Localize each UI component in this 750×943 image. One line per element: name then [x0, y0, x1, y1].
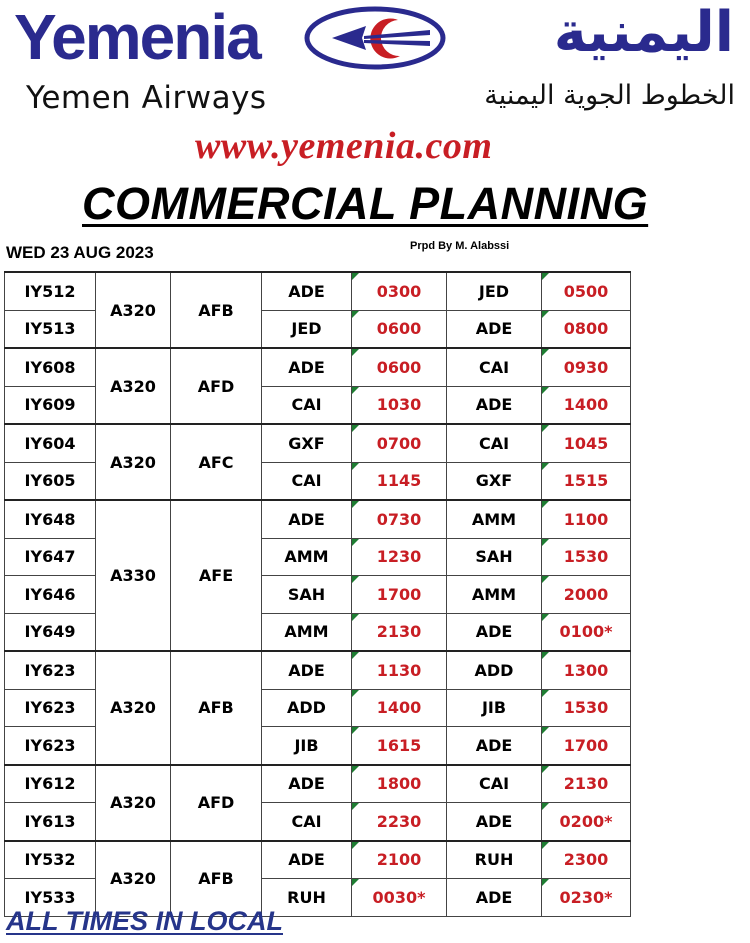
- cell-comment-marker-icon: [352, 614, 359, 621]
- destination-cell: [447, 538, 542, 576]
- arrival-time-cell-text: 1400: [563, 395, 609, 415]
- arrival-time-cell-text: 1530: [563, 698, 609, 718]
- page-title: COMMERCIAL PLANNING: [82, 178, 649, 229]
- arrival-time-cell-text: 1300: [563, 660, 609, 680]
- departure-time-cell: [352, 803, 447, 841]
- arrival-time-cell-text: 1100: [563, 509, 609, 529]
- destination-cell: [447, 727, 542, 765]
- arrival-time-cell-text: 1045: [563, 433, 609, 453]
- destination-cell-text: CAI: [478, 357, 510, 377]
- arrival-time-cell: [542, 310, 631, 348]
- cell-comment-marker-icon: [352, 576, 359, 583]
- destination-cell-text: ADD: [474, 660, 514, 680]
- origin-cell-text: ADE: [288, 509, 325, 529]
- aircraft-registration-cell-text: AFE: [198, 566, 234, 585]
- table-row: [5, 651, 631, 689]
- cell-comment-marker-icon: [542, 879, 549, 886]
- brand-name-arabic: اليمنية: [553, 0, 734, 65]
- aircraft-registration-cell-text: AFB: [198, 300, 234, 320]
- origin-cell: [262, 538, 352, 576]
- table-row: [5, 272, 631, 310]
- destination-cell: [447, 651, 542, 689]
- destination-cell-text: CAI: [478, 774, 510, 794]
- flight-number-cell: [5, 386, 96, 424]
- arrival-time-cell: [542, 348, 631, 386]
- cell-comment-marker-icon: [542, 576, 549, 583]
- brand-name-english: Yemenia: [14, 1, 260, 73]
- cell-comment-marker-icon: [352, 349, 359, 356]
- destination-cell: [447, 462, 542, 500]
- aircraft-registration-cell: [171, 500, 262, 651]
- destination-cell: [447, 803, 542, 841]
- departure-time-cell: [352, 651, 447, 689]
- arrival-time-cell-text: 2130: [563, 774, 609, 794]
- arrival-time-cell: [542, 727, 631, 765]
- destination-cell-text: GXF: [475, 471, 513, 491]
- aircraft-type-cell: [96, 272, 171, 348]
- origin-cell-text: CAI: [291, 811, 322, 831]
- destination-cell-text: ADE: [475, 735, 513, 755]
- departure-time-cell-text: 0600: [376, 357, 422, 377]
- origin-cell: [262, 651, 352, 689]
- cell-comment-marker-icon: [542, 803, 549, 810]
- yemenia-logo-icon: [304, 6, 446, 70]
- cell-comment-marker-icon: [542, 652, 549, 659]
- origin-cell: [262, 613, 352, 651]
- aircraft-registration-cell-text: AFC: [198, 452, 234, 472]
- cell-comment-marker-icon: [352, 463, 359, 470]
- arrival-time-cell-text: 2300: [563, 850, 609, 870]
- arrival-time-cell-text: 0100*: [559, 622, 613, 642]
- cell-comment-marker-icon: [352, 879, 359, 886]
- flight-number-cell: [5, 462, 96, 500]
- origin-cell: [262, 310, 352, 348]
- cell-comment-marker-icon: [352, 690, 359, 697]
- aircraft-registration-cell: [171, 348, 262, 424]
- departure-time-cell: [352, 841, 447, 879]
- departure-time-cell-text: 0300: [376, 281, 422, 301]
- departure-time-cell: [352, 576, 447, 614]
- origin-cell-text: AMM: [284, 622, 329, 642]
- aircraft-type-cell: [96, 765, 171, 841]
- flight-number-cell-text: IY648: [24, 509, 76, 529]
- origin-cell-text: RUH: [287, 887, 326, 907]
- arrival-time-cell: [542, 613, 631, 651]
- origin-cell-text: GXF: [288, 433, 325, 453]
- departure-time-cell-text: 0600: [376, 319, 422, 339]
- arrival-time-cell-text: 0930: [563, 357, 609, 377]
- arrival-time-cell: [542, 803, 631, 841]
- origin-cell-text: AMM: [284, 547, 329, 567]
- flight-number-cell-text: IY612: [24, 774, 76, 794]
- cell-comment-marker-icon: [352, 727, 359, 734]
- aircraft-registration-cell-text: AFD: [197, 376, 235, 396]
- flight-number-cell: [5, 689, 96, 727]
- aircraft-registration-cell: [171, 272, 262, 348]
- brand-subtitle-arabic: الخطوط الجوية اليمنية: [484, 80, 735, 111]
- destination-cell-text: JED: [478, 281, 510, 301]
- flight-number-cell: [5, 613, 96, 651]
- departure-time-cell: [352, 765, 447, 803]
- origin-cell: [262, 348, 352, 386]
- destination-cell: [447, 613, 542, 651]
- aircraft-type-cell: [96, 348, 171, 424]
- aircraft-type-cell: [96, 651, 171, 765]
- cell-comment-marker-icon: [542, 273, 549, 280]
- table-row: [5, 765, 631, 803]
- cell-comment-marker-icon: [542, 463, 549, 470]
- aircraft-type-cell-text: A320: [110, 698, 156, 718]
- destination-cell-text: RUH: [474, 850, 514, 870]
- origin-cell-text: ADE: [288, 774, 325, 794]
- destination-cell-text: ADE: [475, 319, 513, 339]
- arrival-time-cell: [542, 272, 631, 310]
- destination-cell-text: CAI: [478, 433, 510, 453]
- cell-comment-marker-icon: [542, 349, 549, 356]
- destination-cell-text: SAH: [475, 547, 513, 567]
- flight-schedule-table: [4, 271, 631, 917]
- arrival-time-cell: [542, 538, 631, 576]
- departure-time-cell-text: 0700: [376, 433, 422, 453]
- cell-comment-marker-icon: [352, 803, 359, 810]
- arrival-time-cell: [542, 462, 631, 500]
- origin-cell: [262, 386, 352, 424]
- flight-number-cell: [5, 727, 96, 765]
- origin-cell: [262, 462, 352, 500]
- destination-cell: [447, 386, 542, 424]
- table-row: [5, 424, 631, 462]
- destination-cell: [447, 348, 542, 386]
- origin-cell-text: CAI: [291, 395, 322, 415]
- aircraft-registration-cell-text: AFB: [198, 698, 234, 718]
- destination-cell: [447, 272, 542, 310]
- destination-cell-text: ADE: [475, 622, 513, 642]
- aircraft-registration-cell-text: AFB: [198, 869, 234, 888]
- cell-comment-marker-icon: [352, 539, 359, 546]
- departure-time-cell: [352, 613, 447, 651]
- destination-cell: [447, 689, 542, 727]
- cell-comment-marker-icon: [352, 311, 359, 318]
- arrival-time-cell-text: 2000: [563, 584, 609, 604]
- website-url: www.yemenia.com: [195, 125, 493, 167]
- arrival-time-cell: [542, 386, 631, 424]
- origin-cell-text: JED: [291, 319, 322, 339]
- destination-cell-text: AMM: [471, 509, 517, 529]
- aircraft-registration-cell: [171, 765, 262, 841]
- departure-time-cell-text: 2130: [376, 622, 422, 642]
- origin-cell-text: ADE: [288, 660, 325, 680]
- cell-comment-marker-icon: [352, 842, 359, 849]
- destination-cell-text: ADE: [475, 395, 513, 415]
- flight-number-cell: [5, 348, 96, 386]
- cell-comment-marker-icon: [542, 727, 549, 734]
- arrival-time-cell: [542, 689, 631, 727]
- cell-comment-marker-icon: [542, 766, 549, 773]
- origin-cell-text: ADE: [288, 281, 325, 301]
- arrival-time-cell: [542, 841, 631, 879]
- destination-cell: [447, 500, 542, 538]
- destination-cell-text: AMM: [471, 584, 517, 604]
- cell-comment-marker-icon: [542, 842, 549, 849]
- cell-comment-marker-icon: [542, 501, 549, 508]
- departure-time-cell-text: 2230: [376, 811, 422, 831]
- arrival-time-cell-text: 0230*: [559, 887, 613, 907]
- origin-cell: [262, 803, 352, 841]
- origin-cell-text: ADE: [288, 850, 325, 870]
- footer-note: ALL TIMES IN LOCAL: [6, 906, 283, 936]
- departure-time-cell: [352, 386, 447, 424]
- origin-cell: [262, 576, 352, 614]
- origin-cell: [262, 841, 352, 879]
- cell-comment-marker-icon: [352, 273, 359, 280]
- destination-cell: [447, 310, 542, 348]
- cell-comment-marker-icon: [352, 501, 359, 508]
- flight-number-cell-text: IY512: [24, 281, 76, 301]
- cell-comment-marker-icon: [352, 766, 359, 773]
- flight-number-cell-text: IY647: [24, 547, 76, 567]
- destination-cell-text: ADE: [475, 811, 513, 831]
- aircraft-type-cell-text: A320: [110, 869, 156, 888]
- arrival-time-cell: [542, 651, 631, 689]
- cell-comment-marker-icon: [542, 311, 549, 318]
- departure-time-cell: [352, 310, 447, 348]
- departure-time-cell-text: 1030: [376, 395, 422, 415]
- flight-number-cell: [5, 651, 96, 689]
- flight-number-cell: [5, 841, 96, 879]
- flight-number-cell: [5, 765, 96, 803]
- arrival-time-cell-text: 0800: [563, 319, 609, 339]
- arrival-time-cell: [542, 765, 631, 803]
- cell-comment-marker-icon: [542, 539, 549, 546]
- flight-number-cell-text: IY609: [24, 395, 76, 415]
- destination-cell: [447, 879, 542, 917]
- flight-number-cell: [5, 310, 96, 348]
- departure-time-cell-text: 1700: [376, 584, 422, 604]
- aircraft-type-cell-text: A320: [110, 376, 156, 396]
- flight-number-cell-text: IY608: [24, 357, 76, 377]
- departure-time-cell-text: 1400: [376, 698, 422, 718]
- origin-cell: [262, 727, 352, 765]
- flight-number-cell: [5, 803, 96, 841]
- flight-number-cell-text: IY605: [24, 471, 76, 491]
- arrival-time-cell-text: 1515: [563, 471, 609, 491]
- destination-cell-text: JIB: [481, 698, 507, 718]
- aircraft-type-cell-text: A320: [110, 793, 156, 812]
- departure-time-cell: [352, 879, 447, 917]
- origin-cell: [262, 689, 352, 727]
- departure-time-cell-text: 1145: [376, 471, 422, 491]
- cell-comment-marker-icon: [352, 387, 359, 394]
- table-row: [5, 500, 631, 538]
- origin-cell-text: JIB: [294, 735, 319, 755]
- flight-number-cell-text: IY533: [24, 887, 76, 907]
- flight-number-cell-text: IY649: [24, 622, 76, 642]
- cell-comment-marker-icon: [352, 652, 359, 659]
- schedule-date: WED 23 AUG 2023: [6, 243, 154, 262]
- flight-number-cell: [5, 424, 96, 462]
- aircraft-registration-cell: [171, 424, 262, 500]
- origin-cell-text: ADD: [287, 698, 326, 718]
- flight-number-cell-text: IY513: [24, 319, 76, 339]
- cell-comment-marker-icon: [542, 425, 549, 432]
- aircraft-registration-cell: [171, 841, 262, 917]
- aircraft-type-cell: [96, 424, 171, 500]
- header: [0, 0, 750, 180]
- flight-number-cell: [5, 538, 96, 576]
- arrival-time-cell: [542, 576, 631, 614]
- departure-time-cell-text: 1230: [376, 547, 422, 567]
- flight-number-cell-text: IY532: [24, 850, 76, 870]
- arrival-time-cell-text: 0500: [563, 281, 609, 301]
- destination-cell: [447, 841, 542, 879]
- departure-time-cell-text: 0030*: [372, 887, 426, 907]
- aircraft-type-cell-text: A320: [110, 300, 156, 320]
- aircraft-type-cell-text: A320: [110, 452, 156, 472]
- flight-number-cell: [5, 272, 96, 310]
- departure-time-cell: [352, 727, 447, 765]
- aircraft-registration-cell-text: AFD: [197, 793, 235, 812]
- flight-number-cell-text: IY646: [24, 584, 76, 604]
- arrival-time-cell-text: 0200*: [559, 811, 613, 831]
- departure-time-cell-text: 0730: [376, 509, 422, 529]
- departure-time-cell-text: 1130: [376, 660, 422, 680]
- arrival-time-cell: [542, 500, 631, 538]
- flight-number-cell-text: IY613: [24, 811, 76, 831]
- cell-comment-marker-icon: [352, 425, 359, 432]
- departure-time-cell: [352, 500, 447, 538]
- aircraft-type-cell: [96, 841, 171, 917]
- departure-time-cell: [352, 348, 447, 386]
- cell-comment-marker-icon: [542, 614, 549, 621]
- flight-number-cell-text: IY604: [24, 433, 76, 453]
- origin-cell-text: SAH: [287, 584, 326, 604]
- arrival-time-cell: [542, 424, 631, 462]
- aircraft-type-cell-text: A330: [110, 566, 156, 585]
- cell-comment-marker-icon: [542, 690, 549, 697]
- flight-number-cell: [5, 576, 96, 614]
- aircraft-registration-cell: [171, 651, 262, 765]
- aircraft-type-cell: [96, 500, 171, 651]
- table-row: [5, 841, 631, 879]
- destination-cell: [447, 765, 542, 803]
- table-row: [5, 348, 631, 386]
- flight-number-cell: [5, 500, 96, 538]
- origin-cell-text: ADE: [288, 357, 325, 377]
- destination-cell: [447, 424, 542, 462]
- departure-time-cell: [352, 538, 447, 576]
- departure-time-cell: [352, 424, 447, 462]
- departure-time-cell: [352, 462, 447, 500]
- flight-number-cell-text: IY623: [24, 698, 76, 718]
- flight-number-cell-text: IY623: [24, 735, 76, 755]
- brand-subtitle-english: Yemen Airways: [26, 80, 267, 116]
- origin-cell: [262, 500, 352, 538]
- departure-time-cell: [352, 272, 447, 310]
- arrival-time-cell: [542, 879, 631, 917]
- departure-time-cell-text: 1800: [376, 774, 422, 794]
- arrival-time-cell-text: 1700: [563, 735, 609, 755]
- arrival-time-cell-text: 1530: [563, 547, 609, 567]
- departure-time-cell-text: 2100: [376, 850, 422, 870]
- departure-time-cell: [352, 689, 447, 727]
- destination-cell: [447, 576, 542, 614]
- flight-number-cell-text: IY623: [24, 660, 76, 680]
- destination-cell-text: ADE: [475, 887, 513, 907]
- origin-cell: [262, 272, 352, 310]
- cell-comment-marker-icon: [542, 387, 549, 394]
- origin-cell-text: CAI: [291, 471, 322, 491]
- origin-cell: [262, 424, 352, 462]
- departure-time-cell-text: 1615: [376, 735, 422, 755]
- origin-cell: [262, 765, 352, 803]
- prepared-by: Prpd By M. Alabssi: [410, 240, 510, 252]
